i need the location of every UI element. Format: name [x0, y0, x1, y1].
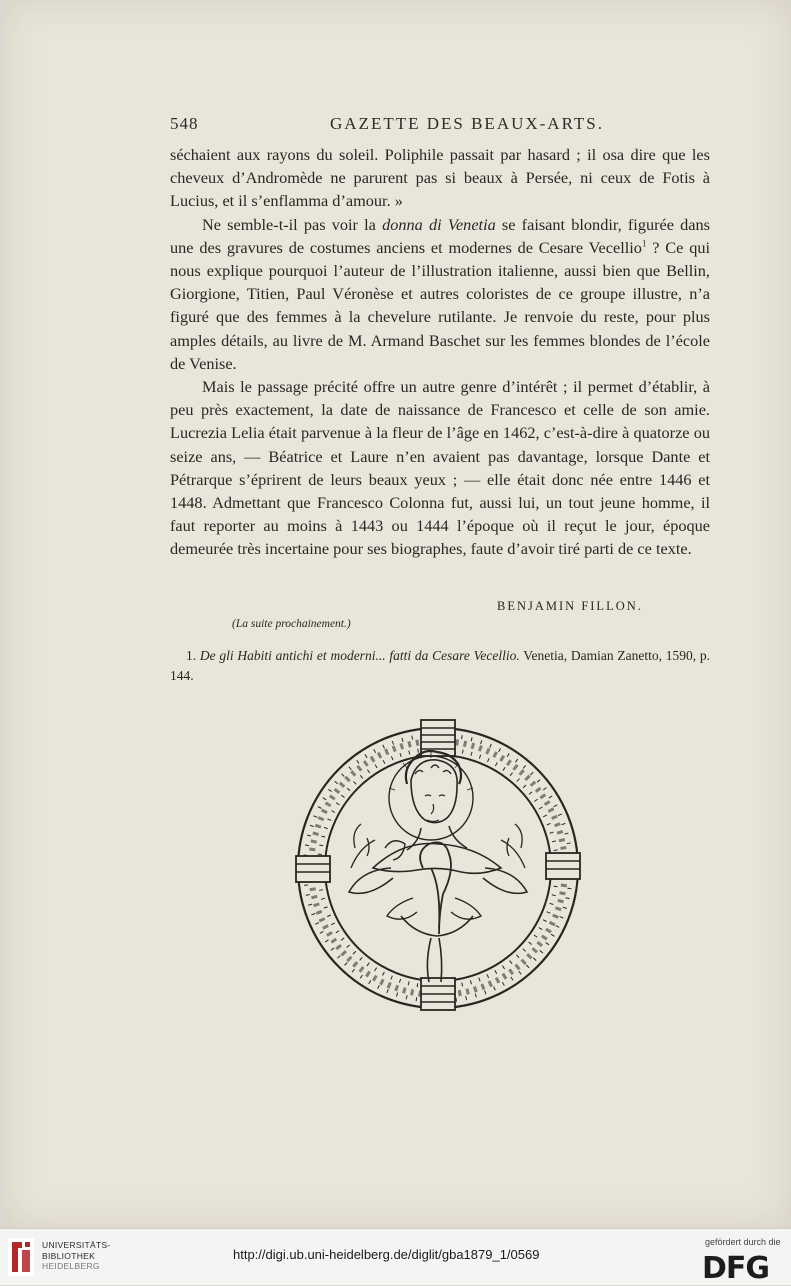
- article-body: [170, 143, 710, 561]
- dfg-logo: DFG: [702, 1251, 770, 1286]
- paragraph-3: Mais le passage précité offre un autre genre d’intérêt ; il permet d’établir, à peu près exactement, la date de naissance de Francesco et celle de son amie. Lucrezia Lelia était parvenue à la fleur de l’âge en 1462, c’est-à-dire à quatorze ou seize ans, — Béatrice et Laure n’en avaient pas davantage, lorsque Dante et Pétrarque s’éprirent de leurs beaux yeux ; — elle était donc née entre 1446 et 1448. Admettant que Francesco Colonna fut, aussi lui, un tout jeune homme, il faut reporter au moins à 1443 ou 1444 l’époque où il reçut le jour, époque demeurée très incertaine pour ses biographes, faute d’avoir tiré parti de ce texte.: [170, 377, 710, 559]
- footnote-number: 1.: [186, 648, 197, 663]
- library-name: UNIVERSITÄTS- BIBLIOTHEK HEIDELBERG: [42, 1240, 111, 1271]
- continuation-note: (La suite prochainement.): [232, 618, 351, 630]
- viewer-footer: [0, 1228, 791, 1285]
- paragraph-2-text-c: ? Ce qui nous explique pourquoi l’auteur de l’illustration italienne, aussi bien que Bellin, Giorgione, Titien, Paul Véronèse et autres coloristes de ce groupe illustre, n’a figuré que des femmes à la chevelure rutilante. Je renvoie du reste, pour plus amples détails, au livre de M. Armand Baschet sur les femmes blondes de l’école de Venise.: [170, 237, 710, 373]
- footnote-title: De gli Habiti antichi et moderni... fatti da Cesare Vecellio.: [199, 648, 520, 663]
- footnote: [170, 646, 710, 686]
- permalink-url[interactable]: http://digi.ub.uni-heidelberg.de/diglit/gba1879_1/0569: [233, 1247, 540, 1262]
- running-title: GAZETTE DES BEAUX-ARTS.: [330, 114, 604, 133]
- footnote-publication: Venetia, Damian Zanetto, 1590, p. 144.: [170, 648, 711, 683]
- page-number: 548: [170, 114, 199, 133]
- paragraph-2-italic: donna di Venetia: [382, 214, 496, 234]
- paragraph-2: [170, 213, 710, 375]
- paragraph-1: séchaient aux rayons du soleil. Poliphile passait par hasard ; il osa dire que les cheveux d’Andromède ne parurent pas si beaux à Persée, ni ceux de Fotis à Lucius, et il s’enflamma d’amour. »: [170, 145, 710, 211]
- author-signature: BENJAMIN FILLON.: [497, 599, 643, 613]
- university-library-logo-icon: [8, 1238, 34, 1276]
- funding-note: gefördert durch die: [705, 1237, 781, 1247]
- engraved-medallion-illustration: [293, 718, 583, 1013]
- footnote-reference[interactable]: 1: [641, 238, 647, 249]
- paragraph-2-text-a: Ne semble-t-il pas voir la: [202, 214, 383, 234]
- paragraph-2-text-b: se faisant blondir, figurée dans une des gravures de costumes anciens et modernes de Cesare Vecellio: [170, 214, 710, 257]
